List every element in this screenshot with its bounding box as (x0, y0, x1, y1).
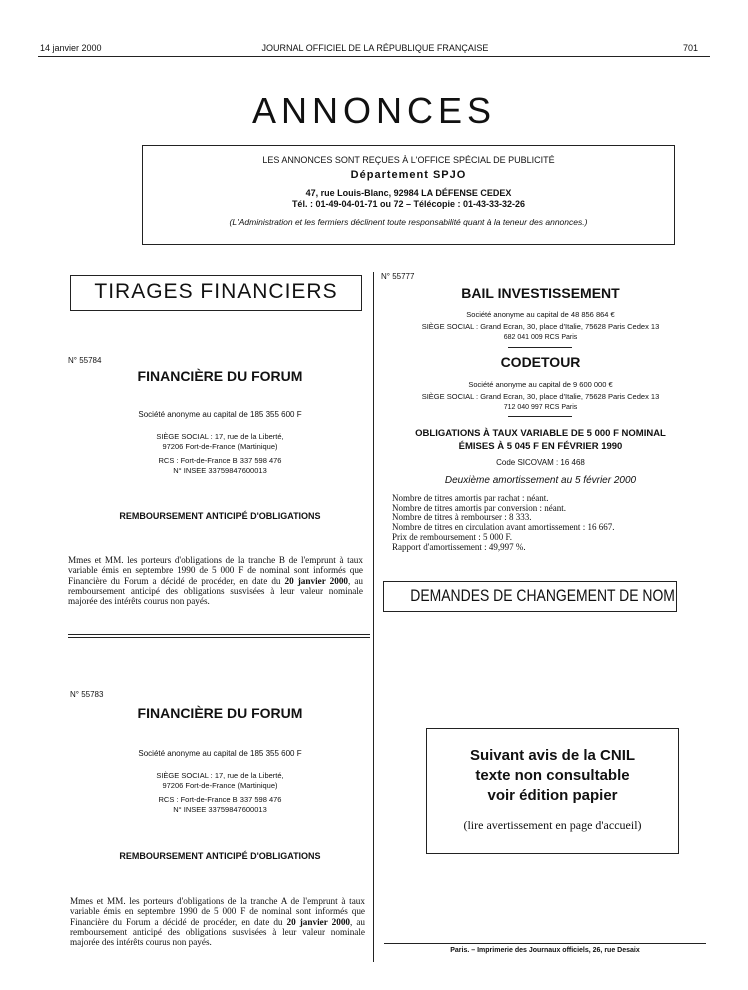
company-capital: Société anonyme au capital de 48 856 864 € (466, 310, 615, 319)
notice-address: 47, rue Louis-Blanc, 92984 LA DÉFENSE CEDEX (305, 188, 512, 198)
separator-rule (68, 634, 370, 635)
footer-rule (384, 943, 706, 944)
cnil-line3: voir édition papier (487, 787, 618, 804)
sicovam-code: Code SICOVAM : 16 468 (496, 458, 585, 467)
body-text-end: , au remboursement anticipé des obligations susvisées à leur valeur nominale majorée des intérêts courus non payés. (68, 575, 363, 607)
header-rule (38, 56, 710, 57)
notice-department: Département SPJO (350, 169, 467, 181)
notice-box (142, 145, 675, 245)
separator-rule (68, 637, 370, 638)
banner-title: ANNONCES (251, 90, 497, 131)
body-text-start: Mmes et MM. les porteurs d'obligations de la tranche A de l'emprunt à taux variable émis en septembre 1990 de 5 000 F de nominal sont informés que Financière du Forum a décidé de procéder, en date du (70, 896, 365, 927)
company-rcs: 682 041 009 RCS Paris (503, 334, 578, 341)
stat-line: Nombre de titres amortis par conversion : néant. (392, 502, 566, 513)
cnil-line1: Suivant avis de la CNIL (469, 747, 636, 764)
notice-number: N° 55783 (70, 690, 104, 699)
company-seat-line1: SIÈGE SOCIAL : 17, rue de la Liberté, (156, 432, 284, 441)
cnil-line2: texte non consultable (475, 767, 630, 784)
company-seat: SIÈGE SOCIAL : Grand Ecran, 30, place d'Italie, 75628 Paris Cedex 13 (421, 392, 660, 401)
notice-body (70, 896, 365, 947)
notice-body (68, 555, 363, 606)
notice-heading: REMBOURSEMENT ANTICIPÉ D'OBLIGATIONS (119, 851, 321, 861)
notice-line: LES ANNONCES SONT REÇUES À L'OFFICE SPÉCIAL DE PUBLICITÉ (262, 155, 555, 165)
body-date: 20 janvier 2000 (286, 916, 351, 927)
body-date: 20 janvier 2000 (284, 575, 349, 586)
company-rcs: 712 040 997 RCS Paris (503, 404, 578, 411)
section-tirages-financiers (70, 275, 362, 311)
column-divider (373, 272, 374, 962)
company-capital: Société anonyme au capital de 185 355 600 F (138, 410, 302, 419)
stat-line: Nombre de titres à rembourser : 8 333. (392, 512, 532, 523)
body-text-start: Mmes et MM. les porteurs d'obligations de la tranche B de l'emprunt à taux variable émis en septembre 1990 de 5 000 F de nominal sont informés que Financière du Forum a décidé de procéder, en date du (68, 555, 363, 586)
company-seat-line2: 97206 Fort-de-France (Martinique) (162, 442, 278, 451)
company-seat-line2: 97206 Fort-de-France (Martinique) (162, 781, 278, 790)
amortization-title: Deuxième amortissement au 5 février 2000 (444, 475, 637, 486)
company-seat: SIÈGE SOCIAL : Grand Ecran, 30, place d'Italie, 75628 Paris Cedex 13 (421, 322, 660, 331)
company-title: FINANCIÈRE DU FORUM (137, 368, 303, 384)
body-text-end: , au remboursement anticipé des obligations susvisées à leur valeur nominale majorée des intérêts courus non payés. (70, 916, 365, 948)
stat-line: Nombre de titres en circulation avant amortissement : 16 667. (392, 522, 615, 533)
journal-title: JOURNAL OFFICIEL DE LA RÉPUBLIQUE FRANÇAISE (261, 43, 489, 53)
section-title: DEMANDES DE CHANGEMENT DE NOM (410, 586, 675, 605)
section-title: TIRAGES FINANCIERS (94, 280, 338, 303)
stat-line: Nombre de titres amortis par rachat : néant. (392, 493, 549, 503)
short-rule (508, 347, 572, 348)
company-capital: Société anonyme au capital de 185 355 600 F (138, 749, 302, 758)
company-seat-line1: SIÈGE SOCIAL : 17, rue de la Liberté, (156, 771, 284, 780)
company-capital: Société anonyme au capital de 9 600 000 € (468, 380, 613, 389)
notice-number: N° 55784 (68, 356, 102, 365)
section-changement-de-nom (383, 581, 677, 612)
notice-number: N° 55777 (381, 272, 415, 281)
notice-disclaimer: (L'Administration et les fermiers déclinent toute responsabilité quant à la teneur des annonces.) (229, 217, 588, 227)
notice-phone: Tél. : 01-49-04-01-71 ou 72 – Télécopie : 01-43-33-32-26 (291, 199, 526, 209)
short-rule (508, 416, 572, 417)
company-title: BAIL INVESTISSEMENT (461, 285, 620, 301)
bond-title-line2: ÉMISES À 5 045 F EN FÉVRIER 1990 (458, 441, 623, 452)
cnil-notice-box (426, 728, 679, 854)
page-number: 701 (683, 43, 699, 53)
amortization-stats (392, 494, 692, 552)
company-insee: N° INSEE 33759847600013 (173, 805, 267, 814)
cnil-note: (lire avertissement en page d'accueil) (463, 818, 642, 832)
stat-line: Prix de remboursement : 5 000 F. (392, 531, 513, 542)
printer-footer: Paris. – Imprimerie des Journaux officiels, 26, rue Desaix (450, 947, 640, 954)
company-title: FINANCIÈRE DU FORUM (137, 705, 303, 721)
notice-heading: REMBOURSEMENT ANTICIPÉ D'OBLIGATIONS (119, 511, 321, 521)
company-rcs: RCS : Fort-de-France B 337 598 476 (158, 795, 282, 804)
header-date: 14 janvier 2000 (40, 43, 102, 53)
stat-line: Rapport d'amortissement : 49,997 %. (392, 541, 526, 552)
bond-title-line1: OBLIGATIONS À TAUX VARIABLE DE 5 000 F NOMINAL (415, 428, 666, 439)
company-title: CODETOUR (500, 354, 581, 370)
company-insee: N° INSEE 33759847600013 (173, 466, 267, 475)
company-rcs: RCS : Fort-de-France B 337 598 476 (158, 456, 282, 465)
